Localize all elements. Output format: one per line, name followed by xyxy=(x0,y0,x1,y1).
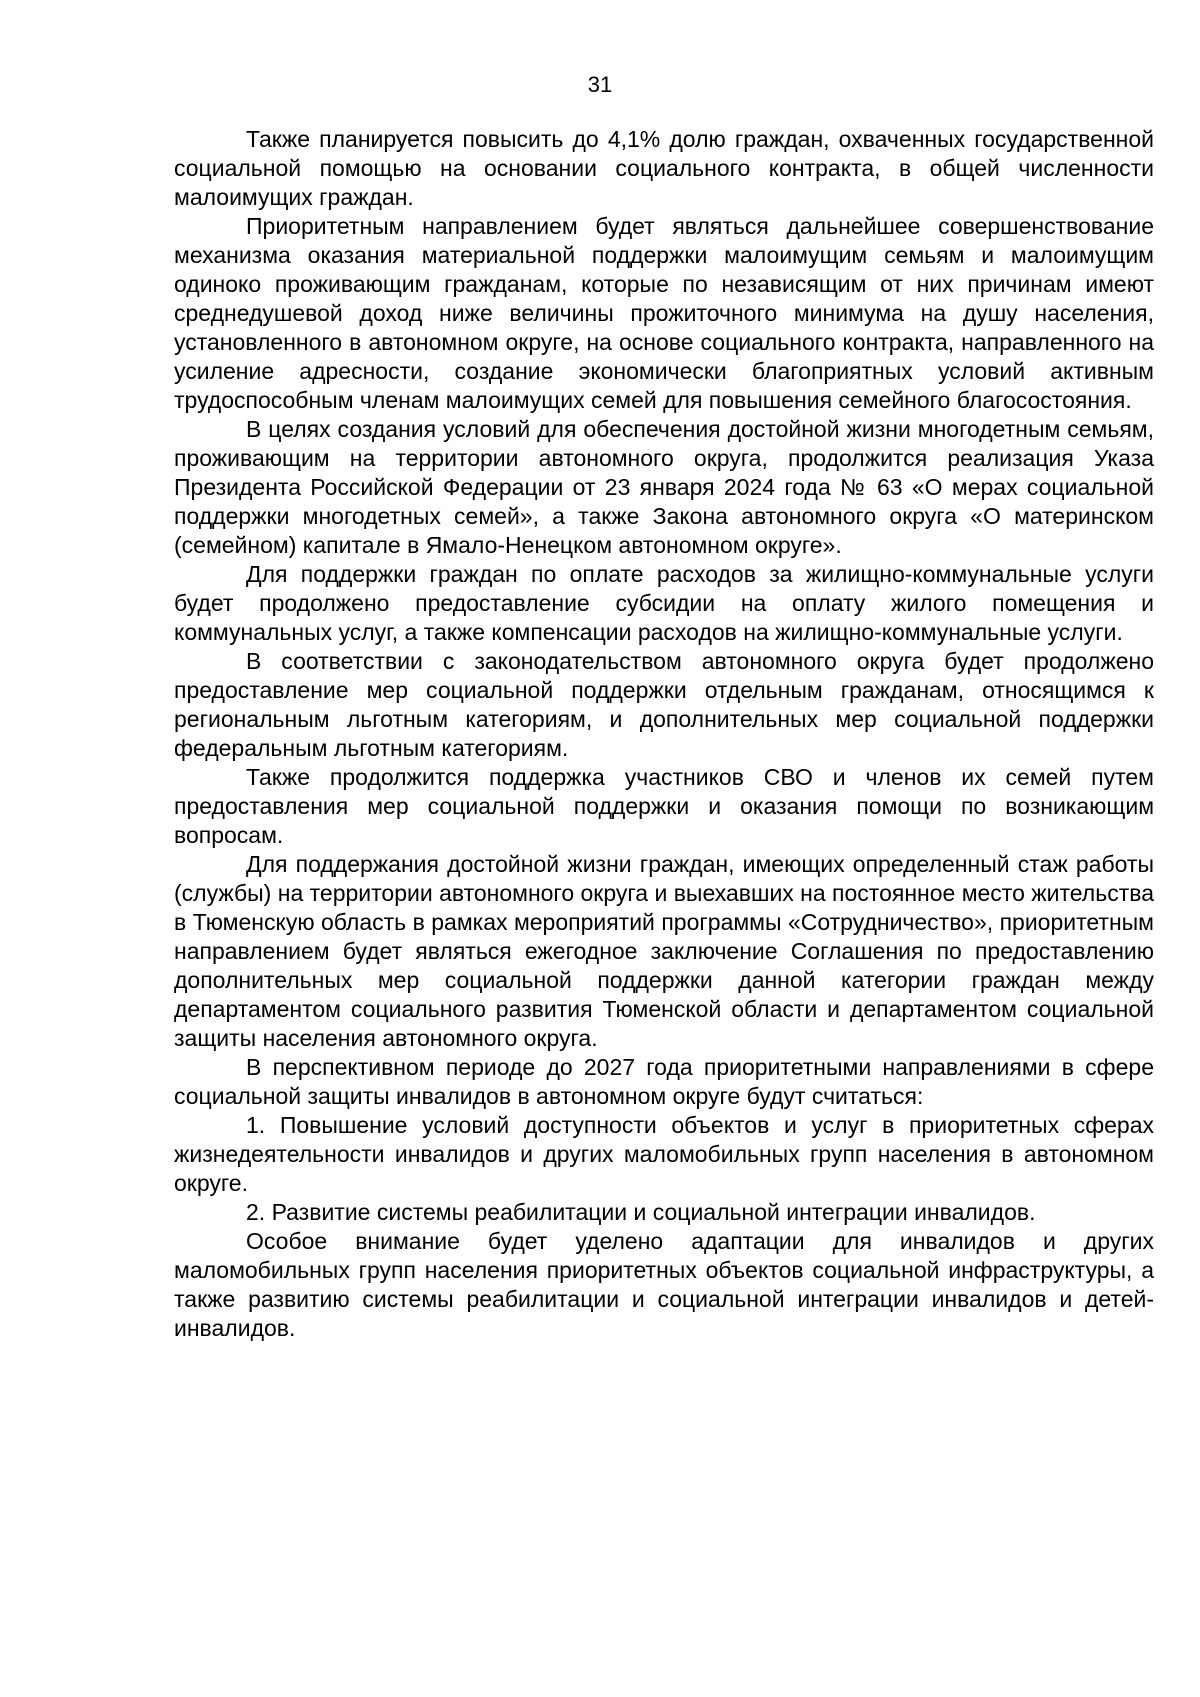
paragraph-large-families: В целях создания условий для обеспечения достойной жизни многодетным семьям, проживающим на территории автономного округа, продолжится реализация Указа Президента Российской Федерации от 23 января 2024 года № 63 «О мерах социальной поддержки многодетных семей», а также Закона автономного округа «О материнском (семейном) капитале в Ямало-Ненецком автономном округе». xyxy=(174,416,1154,558)
paragraph-beneficiary-categories: В соответствии с законодательством автономного округа будет продолжено предоставление мер социальной поддержки отдельным гражданам, относящимся к региональным льготным категориям, и дополнительных мер социальной поддержки федеральным льготным категориям. xyxy=(174,648,1154,761)
paragraph-social-contract: Также планируется повысить до 4,1% долю граждан, охваченных государственной социальной помощью на основании социального контракта, в общей численности малоимущих граждан. xyxy=(174,126,1154,210)
paragraph-infrastructure-adaptation: Особое внимание будет уделено адаптации для инвалидов и других маломобильных групп населения приоритетных объектов социальной инфраструктуры, а также развитию системы реабилитации и социальной интеграции инвалидов и детей-инвалидов. xyxy=(174,1228,1154,1341)
list-item-rehabilitation: 2. Развитие системы реабилитации и социальной интеграции инвалидов. xyxy=(246,1199,1036,1225)
paragraph-svo-support: Также продолжится поддержка участников СВО и членов их семей путем предоставления мер социальной поддержки и оказания помощи по возникающим вопросам. xyxy=(174,764,1154,848)
paragraph-cooperation-program: Для поддержания достойной жизни граждан, имеющих определенный стаж работы (службы) на территории автономного округа и выехавших на постоянное место жительства в Тюменскую область в рамках мероприятий программы «Сотрудничество», приоритетным направлением будет являться ежегодное заключение Соглашения по предоставлению дополнительных мер социальной поддержки данной категории граждан между департаментом социального развития Тюменской области и департаментом социальной защиты населения автономного округа. xyxy=(174,851,1154,1051)
paragraph-disability-priorities: В перспективном периоде до 2027 года приоритетными направлениями в сфере социальной защиты инвалидов в автономном округе будут считаться: xyxy=(174,1054,1154,1109)
document-body xyxy=(174,125,1154,1343)
paragraph-housing-subsidies: Для поддержки граждан по оплате расходов за жилищно-коммунальные услуги будет продолжено предоставление субсидии на оплату жилого помещения и коммунальных услуг, а также компенсации расходов на жилищно-коммунальные услуги. xyxy=(174,561,1154,645)
paragraph-material-support: Приоритетным направлением будет являться дальнейшее совершенствование механизма оказания материальной поддержки малоимущим семьям и малоимущим одиноко проживающим гражданам, которые по независящим от них причинам имеют среднедушевой доход ниже величины прожиточного минимума на душу населения, установленного в автономном округе, на основе социального контракта, направленного на усиление адресности, создание экономически благоприятных условий активным трудоспособным членам малоимущих семей для повышения семейного благосостояния. xyxy=(174,213,1154,413)
page-number: 31 xyxy=(587,72,613,97)
list-item-accessibility: 1. Повышение условий доступности объектов и услуг в приоритетных сферах жизнедеятельности инвалидов и других маломобильных групп населения в автономном округе. xyxy=(174,1112,1154,1196)
